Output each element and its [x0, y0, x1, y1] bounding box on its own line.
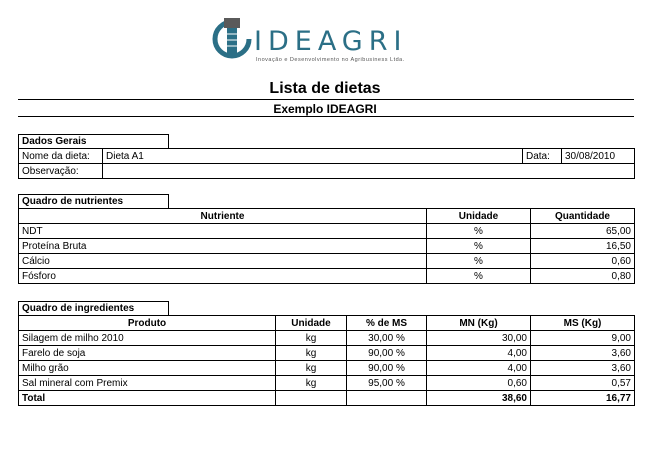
table-row: [19, 149, 635, 164]
produto-ms: 3,60: [531, 346, 635, 361]
data-label: Data:: [523, 149, 562, 164]
total-unit: [276, 391, 347, 406]
produto-pct-ms: 30,00 %: [347, 331, 427, 346]
nutriente-unit: %: [427, 269, 531, 284]
observacao-label: Observação:: [19, 164, 103, 179]
produto-name: Sal mineral com Premix: [19, 376, 276, 391]
produto-mn: 0,60: [427, 376, 531, 391]
nutriente-quantity: 65,00: [531, 224, 635, 239]
header-unidade: Unidade: [427, 209, 531, 224]
produto-unit: kg: [276, 376, 347, 391]
produto-mn: 30,00: [427, 331, 531, 346]
produto-mn: 4,00: [427, 346, 531, 361]
header-produto: Produto: [19, 316, 276, 331]
ideagri-logo-icon: [212, 14, 252, 64]
produto-ms: 9,00: [531, 331, 635, 346]
company-logo: [212, 10, 442, 70]
produto-ms: 0,57: [531, 376, 635, 391]
ingredientes-table: [18, 315, 635, 406]
produto-pct-ms: 90,00 %: [347, 361, 427, 376]
header-quantidade: Quantidade: [531, 209, 635, 224]
total-label: Total: [19, 391, 276, 406]
section-tab-nutrientes: Quadro de nutrientes: [18, 194, 169, 208]
total-row: [19, 391, 635, 406]
header-nutriente: Nutriente: [19, 209, 427, 224]
table-row: [19, 361, 635, 376]
nutriente-name: Proteína Bruta: [19, 239, 427, 254]
produto-pct-ms: 90,00 %: [347, 346, 427, 361]
total-pct-ms: [347, 391, 427, 406]
title-divider: [18, 99, 634, 100]
page-subtitle: Exemplo IDEAGRI: [273, 102, 377, 116]
header-unidade: Unidade: [276, 316, 347, 331]
header-ms-kg: MS (Kg): [531, 316, 635, 331]
observacao-value: [103, 164, 635, 179]
nutriente-name: NDT: [19, 224, 427, 239]
nutriente-quantity: 0,60: [531, 254, 635, 269]
table-row: [19, 331, 635, 346]
table-row: [19, 224, 635, 239]
nome-label: Nome da dieta:: [19, 149, 103, 164]
produto-ms: 3,60: [531, 361, 635, 376]
produto-name: Farelo de soja: [19, 346, 276, 361]
nutriente-unit: %: [427, 224, 531, 239]
table-row: [19, 239, 635, 254]
table-row: [19, 346, 635, 361]
header-mn-kg: MN (Kg): [427, 316, 531, 331]
nutriente-name: Fósforo: [19, 269, 427, 284]
produto-unit: kg: [276, 361, 347, 376]
nome-value: Dieta A1: [103, 149, 523, 164]
table-row: [19, 164, 635, 179]
page-title: Lista de dietas: [269, 80, 381, 97]
nutrientes-table: [18, 208, 635, 284]
nutriente-unit: %: [427, 254, 531, 269]
header-pct-ms: % de MS: [347, 316, 427, 331]
total-ms: 16,77: [531, 391, 635, 406]
table-row: [19, 254, 635, 269]
dados-gerais-table: [18, 148, 635, 179]
produto-unit: kg: [276, 331, 347, 346]
nutriente-name: Cálcio: [19, 254, 427, 269]
produto-pct-ms: 95,00 %: [347, 376, 427, 391]
company-name: IDEAGRI: [254, 26, 408, 57]
total-mn: 38,60: [427, 391, 531, 406]
nutriente-quantity: 0,80: [531, 269, 635, 284]
produto-name: Silagem de milho 2010: [19, 331, 276, 346]
table-row: [19, 376, 635, 391]
data-value: 30/08/2010: [562, 149, 635, 164]
produto-unit: kg: [276, 346, 347, 361]
subtitle-divider: [18, 116, 634, 117]
section-tab-ingredientes: Quadro de ingredientes: [18, 301, 169, 315]
nutriente-unit: %: [427, 239, 531, 254]
table-header-row: [19, 209, 635, 224]
table-row: [19, 269, 635, 284]
section-tab-dados-gerais: Dados Gerais: [18, 134, 169, 148]
produto-name: Milho grão: [19, 361, 276, 376]
table-header-row: [19, 316, 635, 331]
nutriente-quantity: 16,50: [531, 239, 635, 254]
company-tagline: Inovação e Desenvolvimento no Agribusiness Ltda.: [256, 57, 405, 63]
produto-mn: 4,00: [427, 361, 531, 376]
